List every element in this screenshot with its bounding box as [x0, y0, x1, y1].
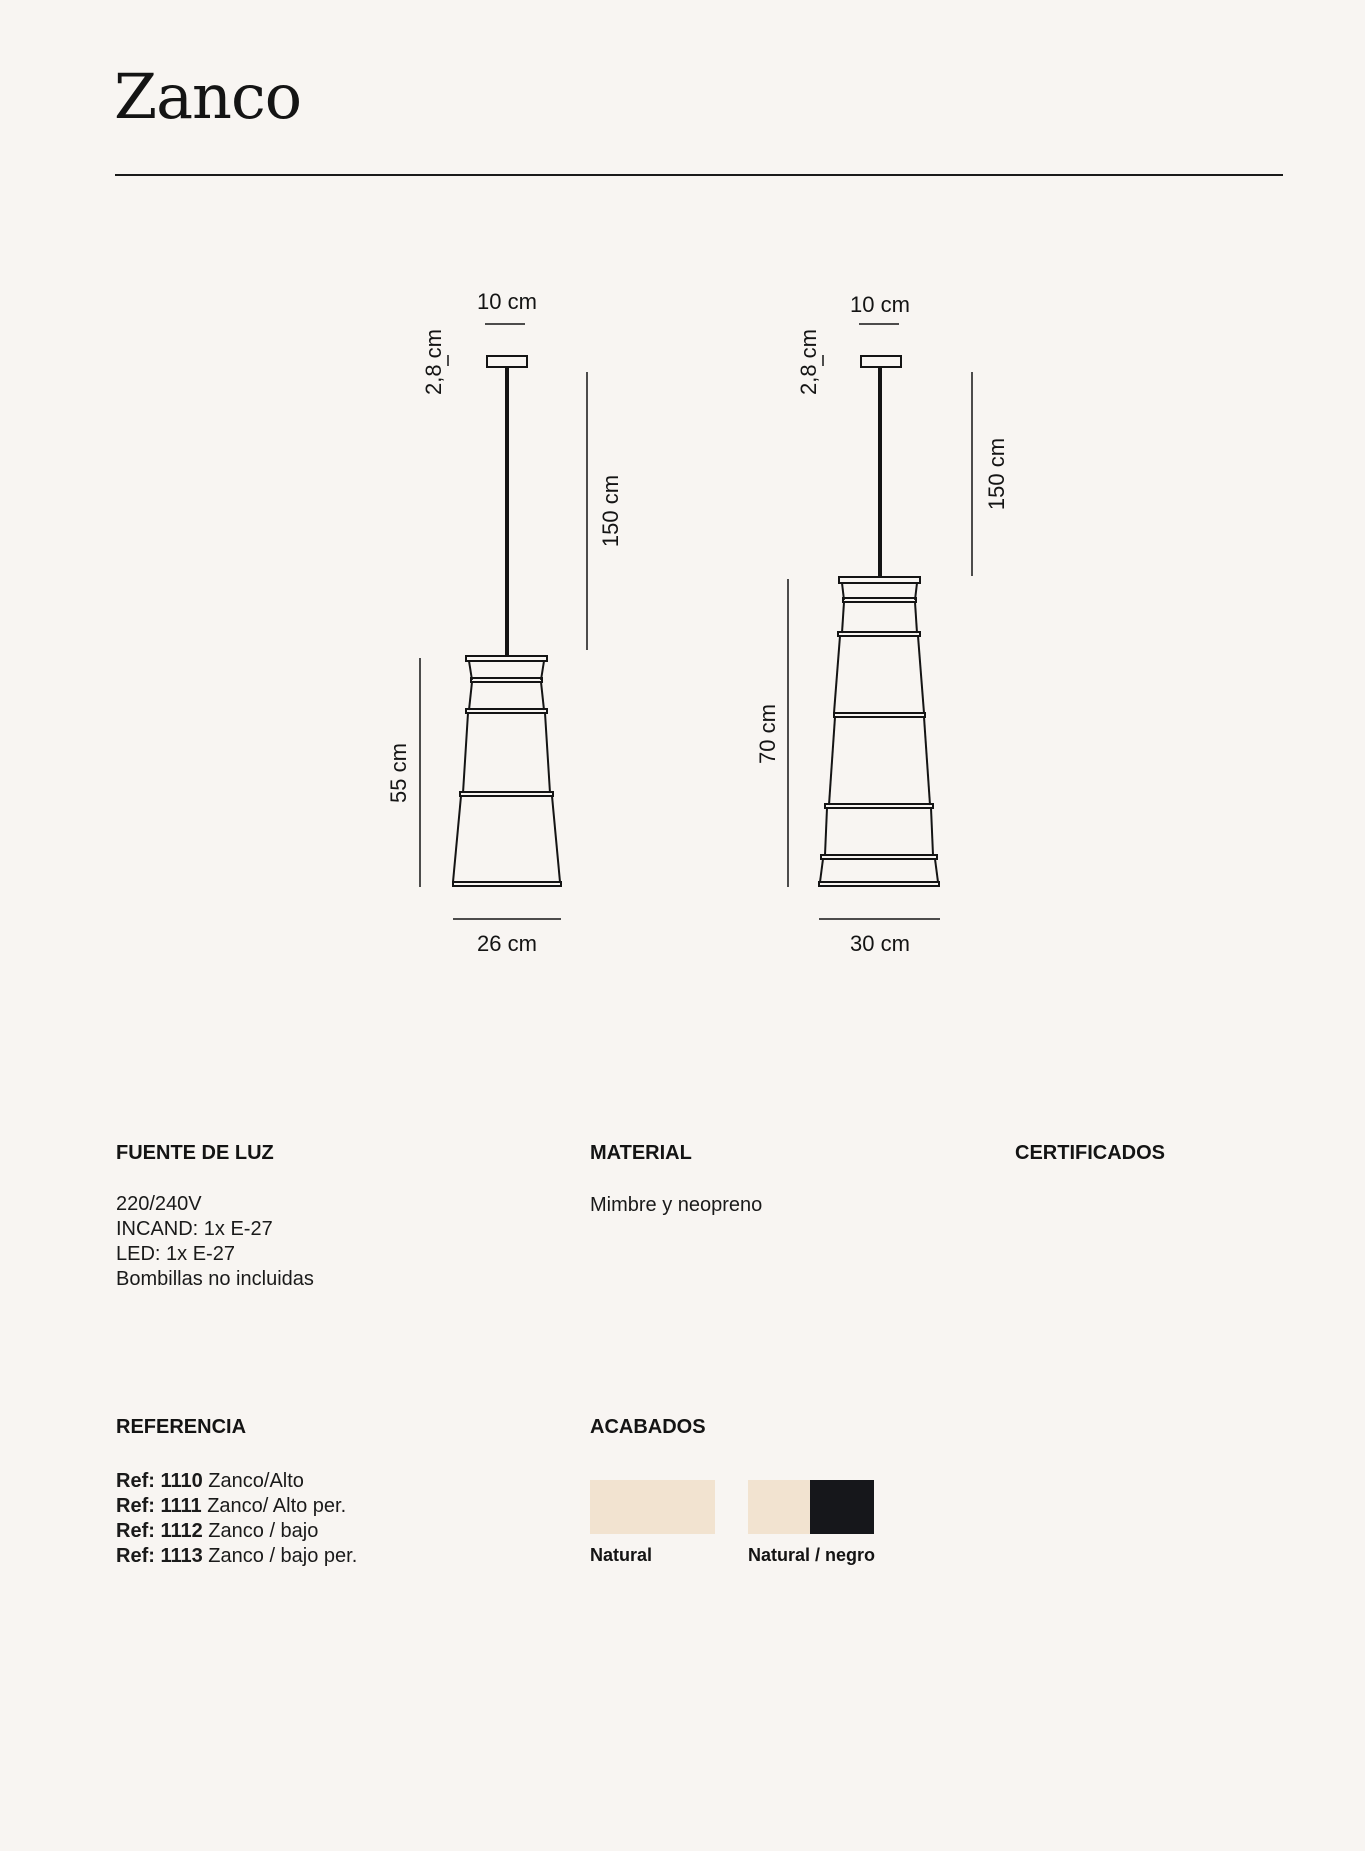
lamp-drawing-right [788, 324, 972, 919]
reference-list [116, 1469, 357, 1569]
label-canopy-width-left: 10 cm [477, 289, 537, 314]
light-source-line: Bombillas no incluidas [116, 1268, 314, 1290]
reference-row [116, 1519, 357, 1544]
reference-row [116, 1494, 357, 1519]
label-canopy-height-right: 2,8 cm [796, 328, 821, 396]
swatch-natural [590, 1480, 715, 1534]
reference-row [116, 1469, 357, 1494]
certificates-heading: CERTIFICADOS [1015, 1142, 1165, 1164]
page-title: Zanco [114, 60, 302, 133]
light-source-line: 220/240V [116, 1193, 202, 1215]
material-value: Mimbre y neopreno [590, 1194, 763, 1216]
shade-right [819, 577, 939, 886]
label-shade-height-right: 70 cm [755, 704, 780, 764]
label-shade-width-left: 26 cm [477, 931, 537, 956]
label-canopy-width-right: 10 cm [850, 292, 910, 317]
reference-name: Zanco/Alto [208, 1470, 304, 1492]
material-heading: MATERIAL [590, 1142, 692, 1164]
label-canopy-height-left: 2,8 cm [421, 328, 446, 396]
reference-code: Ref: 1113 [116, 1545, 203, 1567]
light-source-heading: FUENTE DE LUZ [116, 1142, 274, 1164]
lamp-drawing-left [420, 324, 587, 919]
reference-code: Ref: 1110 [116, 1470, 203, 1492]
reference-name: Zanco / bajo per. [208, 1545, 358, 1567]
canopy-right [861, 356, 901, 367]
light-source-line: LED: 1x E-27 [116, 1243, 235, 1265]
swatch-natural-part [748, 1480, 810, 1534]
light-source-details [116, 1192, 314, 1292]
reference-name: Zanco/ Alto per. [207, 1495, 347, 1517]
finishes-heading: ACABADOS [590, 1416, 706, 1438]
canopy-left [487, 356, 527, 367]
label-cable-length-right: 150 cm [984, 437, 1009, 511]
reference-name: Zanco / bajo [208, 1520, 319, 1542]
label-cable-length-left: 150 cm [598, 474, 623, 548]
swatch-black-part [810, 1480, 874, 1534]
light-source-line: INCAND: 1x E-27 [116, 1218, 273, 1240]
label-shade-height-left: 55 cm [386, 743, 411, 803]
swatch-label-natural: Natural [590, 1545, 653, 1565]
label-shade-width-right: 30 cm [850, 931, 910, 956]
reference-code: Ref: 1112 [116, 1520, 203, 1542]
reference-row [116, 1544, 357, 1569]
shade-left [453, 656, 561, 886]
reference-code: Ref: 1111 [116, 1495, 202, 1517]
reference-heading: REFERENCIA [116, 1416, 247, 1438]
swatch-label-natural-black: Natural / negro [748, 1545, 876, 1565]
